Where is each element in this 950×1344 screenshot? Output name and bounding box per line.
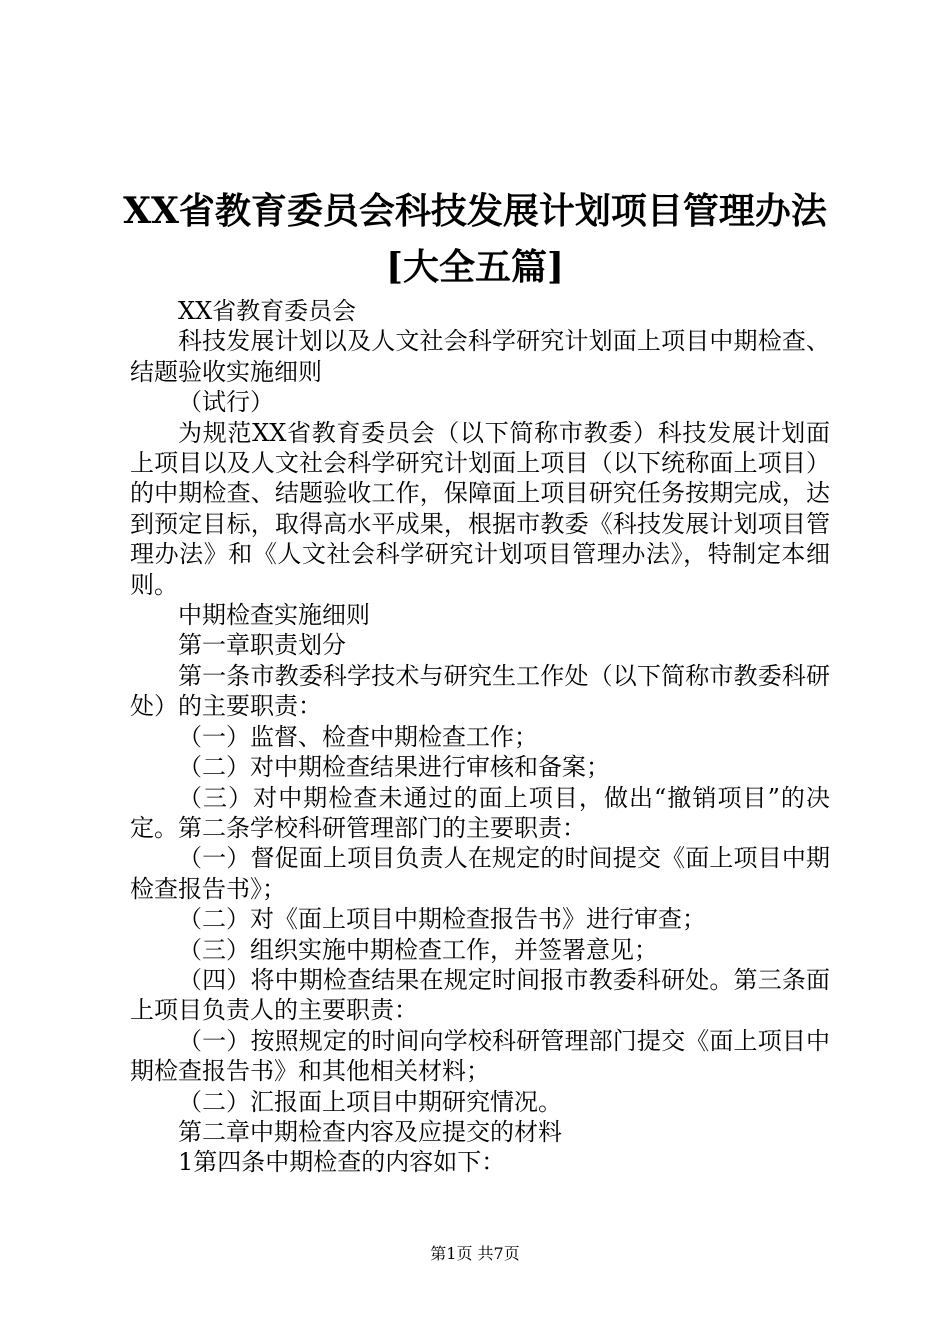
- paragraph: （三）组织实施中期检查工作，并签署意见；: [178, 935, 658, 964]
- page-number-footer: 第1页 共7页: [430, 1244, 520, 1263]
- paragraph: 第二章中期检查内容及应提交的材料: [178, 1117, 562, 1146]
- paragraph: （一）督促面上项目负责人在规定的时间提交《面上项目中期检查报告书》；: [130, 844, 830, 903]
- paragraph: （一）按照规定的时间向学校科研管理部门提交《面上项目中期检查报告书》和其他相关材料；: [130, 1026, 830, 1086]
- paragraph: （二）对中期检查结果进行审核和备案；: [178, 753, 610, 782]
- paragraph: XX省教育委员会: [178, 297, 357, 325]
- paragraph: （四）将中期检查结果在规定时间报市教委科研处。第三条面上项目负责人的主要职责：: [130, 965, 830, 1025]
- paragraph: 为规范XX省教育委员会（以下简称市教委）科技发展计划面上项目以及人文社会科学研究计划面上项目（以下统称面上项目）的中期检查、结题验收工作，保障面上项目研究任务按期完成，达到预定目标，取得高水平成果，根据市教委《科技发展计划项目管理办法》和《人文社会科学研究计划项目管理办法》，特制定本细则。: [130, 418, 830, 599]
- paragraph: （三）对中期检查未通过的面上项目，做出“撤销项目”的决定。第二条学校科研管理部门的主要职责：: [130, 783, 830, 842]
- document-title-line-2: [大全五篇]: [385, 246, 565, 288]
- paragraph: 中期检查实施细则: [178, 601, 370, 630]
- paragraph: （一）监督、检查中期检查工作；: [178, 722, 538, 751]
- document-body: [130, 296, 830, 1178]
- paragraph: 科技发展计划以及人文社会科学研究计划面上项目中期检查、结题验收实施细则: [130, 327, 830, 386]
- paragraph: 第一条市教委科学技术与研究生工作处（以下简称市教委科研处）的主要职责：: [130, 661, 830, 721]
- paragraph: 第一章职责划分: [178, 631, 346, 660]
- paragraph: （二）汇报面上项目中期研究情况。: [178, 1087, 562, 1116]
- paragraph: （二）对《面上项目中期检查报告书》进行审查；: [178, 905, 706, 934]
- document-title-line-1: XX省教育委员会科技发展计划项目管理办法: [123, 190, 827, 232]
- paragraph: 1第四条中期检查的内容如下：: [178, 1148, 506, 1177]
- paragraph: （试行）: [178, 388, 274, 417]
